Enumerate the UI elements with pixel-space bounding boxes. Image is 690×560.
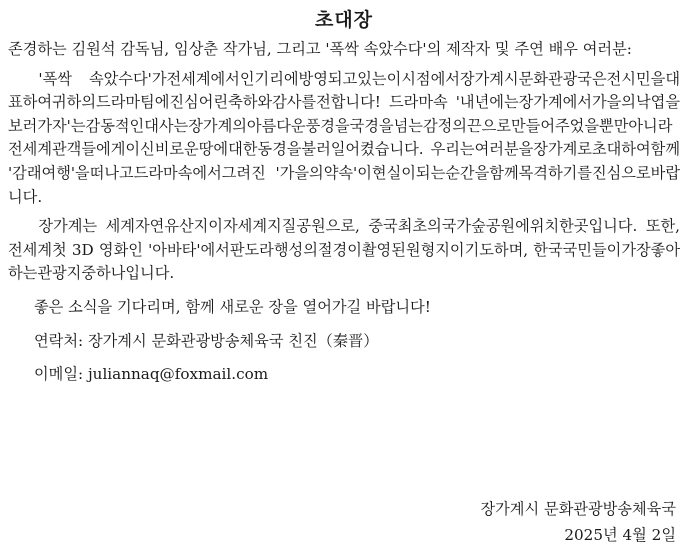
signature-date: 2025년 4월 2일 — [564, 526, 676, 544]
signature-block — [480, 496, 676, 548]
page-title: 초대장 — [314, 9, 374, 31]
closing-line: 좋은 소식을 기다리며, 함께 새로운 장을 열어가길 바랍니다! — [34, 297, 431, 316]
salutation: 존경하는 김원석 감독님, 임상춘 작가님, 그리고 '폭싹 속았수다'의 제작자 및 주연 배우 여러분: — [8, 40, 632, 58]
paragraph-invitation: '폭싹 속았수다'가전세계에서인기리에방영되고있는이시점에서장가계시문화관광국은전시민을대표하여귀하의드라마팀에진심어린축하와감사를전합니다! 드라마속 '내년에는장가계에서가을의낙엽을보러가자'는감동적인대사는장가계의아름다운풍경을국경을넘는감정의끈으로만들어주었을뿐만아니라전세계관객들에게이신비로운땅에대한동경을불러일어켰습니다. 우리는여러분을장가계로초대하여함께 '감래여행'을떠나고드라마속에서그려진 '가을의약속'이현실이되는순간을함께목격하기를진심으로바랍니다. — [8, 69, 680, 206]
paragraph-zhangjiajie: 장가계는 세계자연유산지이자세계지질공원으로, 중국최초의국가숲공원에위치한곳입니다. 또한, 전세계첫 3D 영화인 '아바타'에서판도라행성의절경이촬영된원형지이기도하며, 한국국민들이가장좋아하는관광지중하나입니다. — [8, 217, 680, 283]
contact-line: 연락처: 장가계시 문화관광방송체육국 친진（秦晋） — [34, 331, 379, 350]
email-line: 이메일: juliannaq@foxmail.com — [34, 365, 269, 384]
signature-organization: 장가계시 문화관광방송체육국 — [480, 500, 676, 518]
